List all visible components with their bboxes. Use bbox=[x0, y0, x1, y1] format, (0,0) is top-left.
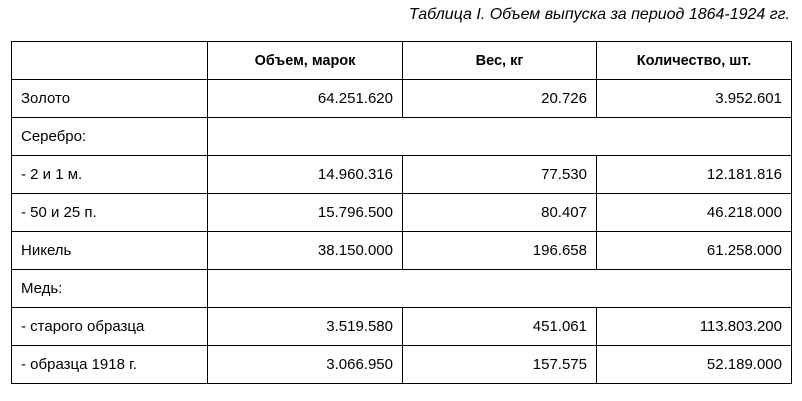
group-empty-cell bbox=[208, 270, 792, 308]
row-label: Серебро: bbox=[12, 118, 208, 156]
table-caption: Таблица I. Объем выпуска за период 1864-1924 гг. bbox=[408, 6, 790, 23]
weight-cell: 80.407 bbox=[403, 194, 597, 232]
volume-cell: 64.251.620 bbox=[208, 80, 403, 118]
table-row-group-heading bbox=[12, 118, 792, 156]
table-header-row bbox=[12, 42, 792, 80]
row-label: - образца 1918 г. bbox=[12, 346, 208, 384]
weight-cell: 77.530 bbox=[403, 156, 597, 194]
count-cell: 61.258.000 bbox=[597, 232, 792, 270]
issue-volume-table bbox=[11, 41, 792, 384]
table-row bbox=[12, 80, 792, 118]
header-empty-cell bbox=[12, 42, 208, 80]
volume-cell: 38.150.000 bbox=[208, 232, 403, 270]
count-cell: 52.189.000 bbox=[597, 346, 792, 384]
volume-cell: 15.796.500 bbox=[208, 194, 403, 232]
table-row bbox=[12, 156, 792, 194]
table-row bbox=[12, 194, 792, 232]
count-cell: 113.803.200 bbox=[597, 308, 792, 346]
table-row bbox=[12, 232, 792, 270]
row-label: - 2 и 1 м. bbox=[12, 156, 208, 194]
count-cell: 12.181.816 bbox=[597, 156, 792, 194]
volume-cell: 14.960.316 bbox=[208, 156, 403, 194]
weight-cell: 196.658 bbox=[403, 232, 597, 270]
row-label: - старого образца bbox=[12, 308, 208, 346]
table-row bbox=[12, 346, 792, 384]
header-count: Количество, шт. bbox=[597, 42, 792, 80]
count-cell: 46.218.000 bbox=[597, 194, 792, 232]
row-label: Золото bbox=[12, 80, 208, 118]
weight-cell: 157.575 bbox=[403, 346, 597, 384]
volume-cell: 3.066.950 bbox=[208, 346, 403, 384]
group-empty-cell bbox=[208, 118, 792, 156]
count-cell: 3.952.601 bbox=[597, 80, 792, 118]
row-label: Никель bbox=[12, 232, 208, 270]
weight-cell: 20.726 bbox=[403, 80, 597, 118]
row-label: - 50 и 25 п. bbox=[12, 194, 208, 232]
row-label: Медь: bbox=[12, 270, 208, 308]
table-row bbox=[12, 308, 792, 346]
volume-cell: 3.519.580 bbox=[208, 308, 403, 346]
header-weight: Вес, кг bbox=[403, 42, 597, 80]
weight-cell: 451.061 bbox=[403, 308, 597, 346]
table-row-group-heading bbox=[12, 270, 792, 308]
header-volume: Объем, марок bbox=[208, 42, 403, 80]
